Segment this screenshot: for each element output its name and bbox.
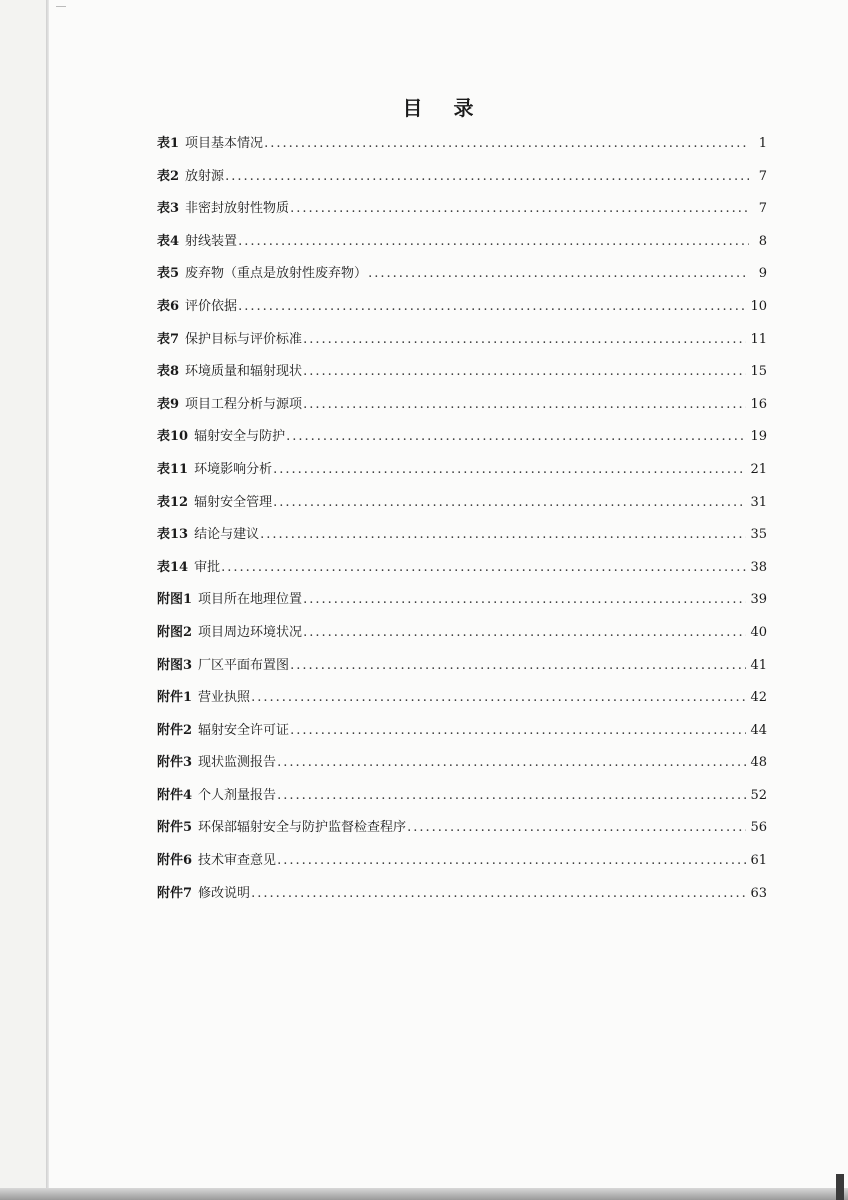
toc-entry-page-number: 63 — [750, 885, 767, 901]
toc-entry-page-number: 44 — [750, 722, 767, 738]
toc-entry-title: 审批 — [194, 559, 221, 575]
toc-entry-label: 表8 — [157, 364, 180, 380]
toc-entry-label: 附件7 — [157, 885, 193, 901]
scan-corner-mark — [56, 6, 66, 7]
toc-entry-title: 现状监测报告 — [198, 755, 277, 771]
toc-entry-title: 技术审查意见 — [198, 853, 277, 869]
toc-entry-page-number: 8 — [758, 233, 767, 249]
toc-entry-title: 废弃物（重点是放射性废弃物） — [185, 266, 368, 282]
toc-entry-label: 表3 — [157, 201, 180, 217]
toc-entry-label: 附件4 — [157, 787, 193, 803]
toc-entry-page-number: 38 — [750, 559, 767, 575]
toc-entry-page-number: 7 — [758, 201, 767, 217]
toc-entry[interactable] — [157, 848, 767, 881]
toc-entry[interactable] — [157, 294, 767, 327]
toc-entry[interactable] — [157, 229, 767, 262]
toc-dot-leader — [290, 196, 749, 222]
toc-entry-label: 附件1 — [157, 690, 193, 706]
toc-entry[interactable] — [157, 490, 767, 523]
toc-dot-leader — [221, 555, 746, 581]
toc-dot-leader — [273, 457, 746, 483]
toc-entry-title: 项目基本情况 — [185, 136, 264, 151]
toc-entry-page-number: 19 — [750, 429, 767, 445]
toc-entry-title: 评价依据 — [185, 298, 238, 314]
toc-entry-label: 附图3 — [157, 657, 193, 673]
toc-entry[interactable] — [157, 131, 767, 164]
toc-entry[interactable] — [157, 881, 767, 914]
toc-entry-title: 厂区平面布置图 — [198, 657, 290, 673]
toc-entry-page-number: 40 — [750, 624, 767, 640]
toc-entry-page-number: 56 — [750, 820, 767, 836]
toc-dot-leader — [290, 653, 746, 679]
toc-dot-leader — [303, 392, 746, 418]
toc-entry-label: 表13 — [157, 527, 189, 543]
toc-entry-label: 表9 — [157, 396, 180, 412]
toc-entry[interactable] — [157, 261, 767, 294]
toc-entry[interactable] — [157, 587, 767, 620]
toc-entry-title: 辐射安全管理 — [194, 494, 273, 510]
toc-entry-label: 表2 — [157, 168, 180, 184]
table-of-contents — [157, 131, 767, 913]
toc-entry-page-number: 41 — [750, 657, 767, 673]
toc-entry-page-number: 10 — [750, 298, 767, 314]
toc-entry-title: 营业执照 — [198, 690, 251, 706]
page-left-edge — [46, 0, 49, 1200]
toc-entry-title: 结论与建议 — [194, 527, 260, 543]
toc-entry-page-number: 42 — [750, 690, 767, 706]
toc-dot-leader — [277, 848, 746, 874]
toc-entry-page-number: 35 — [750, 527, 767, 543]
toc-dot-leader — [225, 164, 749, 190]
toc-dot-leader — [303, 587, 746, 613]
toc-entry-label: 附件6 — [157, 853, 193, 869]
toc-entry-label: 表5 — [157, 266, 180, 282]
toc-dot-leader — [264, 131, 749, 157]
toc-title: 目 录 — [402, 96, 486, 120]
toc-entry[interactable] — [157, 718, 767, 751]
toc-entry-page-number: 7 — [758, 168, 767, 184]
toc-entry-label: 表4 — [157, 233, 180, 249]
toc-entry-page-number: 9 — [758, 266, 767, 282]
toc-entry-title: 辐射安全与防护 — [194, 429, 286, 445]
toc-entry-title: 修改说明 — [198, 885, 251, 901]
toc-entry-label: 表6 — [157, 298, 180, 314]
toc-entry-title: 放射源 — [185, 168, 225, 184]
toc-entry-label: 附件5 — [157, 820, 193, 836]
toc-dot-leader — [286, 424, 746, 450]
toc-entry-label: 表11 — [157, 461, 189, 477]
toc-entry-title: 射线装置 — [185, 233, 238, 249]
toc-entry-title: 项目所在地理位置 — [198, 592, 303, 608]
toc-entry-label: 表1 — [157, 136, 180, 151]
toc-dot-leader — [238, 294, 746, 320]
toc-entry[interactable] — [157, 685, 767, 718]
toc-entry-label: 表10 — [157, 429, 189, 445]
toc-entry[interactable] — [157, 359, 767, 392]
toc-entry-label: 附图1 — [157, 592, 193, 608]
toc-entry-title: 个人剂量报告 — [198, 787, 277, 803]
toc-entry-label: 附图2 — [157, 624, 193, 640]
toc-dot-leader — [303, 327, 746, 353]
toc-dot-leader — [251, 881, 746, 907]
toc-entry-title: 项目周边环境状况 — [198, 624, 303, 640]
toc-entry-page-number: 16 — [750, 396, 767, 412]
toc-dot-leader — [238, 229, 749, 255]
toc-entry[interactable] — [157, 653, 767, 686]
toc-entry[interactable] — [157, 196, 767, 229]
toc-entry-page-number: 31 — [750, 494, 767, 510]
toc-entry-label: 表7 — [157, 331, 180, 347]
toc-dot-leader — [277, 750, 746, 776]
toc-entry-page-number: 15 — [750, 364, 767, 380]
toc-entry[interactable] — [157, 327, 767, 360]
toc-dot-leader — [303, 359, 746, 385]
toc-dot-leader — [407, 815, 746, 841]
scan-bottom-tab — [836, 1174, 844, 1200]
toc-entry-title: 保护目标与评价标准 — [185, 331, 303, 347]
toc-dot-leader — [260, 522, 746, 548]
toc-entry[interactable] — [157, 164, 767, 197]
toc-entry-page-number: 52 — [750, 787, 767, 803]
scan-bottom-bar — [0, 1188, 848, 1200]
toc-entry-page-number: 39 — [750, 592, 767, 608]
toc-entry-label: 表14 — [157, 559, 189, 575]
toc-entry[interactable] — [157, 522, 767, 555]
toc-entry-page-number: 21 — [750, 461, 767, 477]
toc-dot-leader — [303, 620, 746, 646]
toc-dot-leader — [273, 490, 746, 516]
toc-entry[interactable] — [157, 783, 767, 816]
toc-entry[interactable] — [157, 392, 767, 425]
toc-entry-title: 环境影响分析 — [194, 461, 273, 477]
toc-entry[interactable] — [157, 750, 767, 783]
toc-dot-leader — [368, 261, 749, 287]
toc-entry-title: 辐射安全许可证 — [198, 722, 290, 738]
toc-entry-label: 表12 — [157, 494, 189, 510]
toc-entry-page-number: 48 — [750, 755, 767, 771]
toc-entry[interactable] — [157, 555, 767, 588]
toc-entry-page-number: 1 — [758, 136, 767, 151]
toc-entry-title: 环保部辐射安全与防护监督检查程序 — [198, 820, 407, 836]
toc-entry[interactable] — [157, 457, 767, 490]
toc-entry-page-number: 61 — [750, 853, 767, 869]
toc-entry-label: 附件2 — [157, 722, 193, 738]
toc-entry-page-number: 11 — [750, 331, 767, 347]
toc-dot-leader — [251, 685, 746, 711]
toc-entry-title: 项目工程分析与源项 — [185, 396, 303, 412]
toc-entry[interactable] — [157, 424, 767, 457]
toc-dot-leader — [290, 718, 746, 744]
toc-entry-title: 环境质量和辐射现状 — [185, 364, 303, 380]
toc-entry-label: 附件3 — [157, 755, 193, 771]
toc-dot-leader — [277, 783, 746, 809]
toc-entry[interactable] — [157, 815, 767, 848]
toc-entry[interactable] — [157, 620, 767, 653]
toc-entry-title: 非密封放射性物质 — [185, 201, 290, 217]
